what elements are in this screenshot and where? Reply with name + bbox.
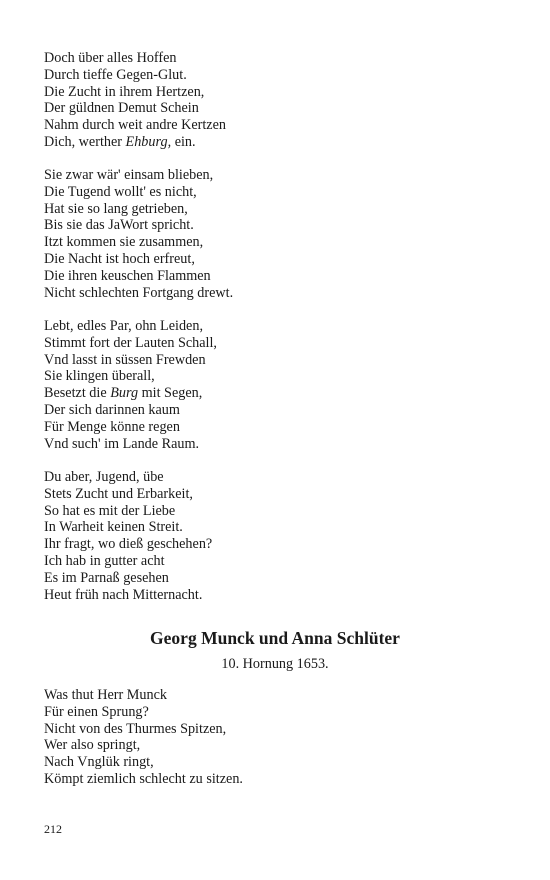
verse-line: So hat es mit der Liebe — [44, 502, 176, 519]
verse-line: Für einen Sprung? — [44, 703, 149, 720]
verse-line: Lebt, edles Par, ohn Leiden, — [44, 318, 203, 334]
verse-line: Durch tieffe Gegen-Glut. — [44, 66, 187, 83]
verse-line — [44, 385, 514, 402]
verse-text: ein. — [171, 133, 196, 150]
verse-line: Die ihren keuschen Flammen — [44, 267, 211, 284]
verse-line: In Warheit keinen Streit. — [44, 519, 183, 536]
verse-text: mit Segen, — [138, 385, 203, 402]
verse-line: Bis sie das JaWort spricht. — [44, 217, 194, 234]
verse-line: Was thut Herr Munck — [44, 687, 167, 703]
verse-line: Nahm durch weit andre Kertzen — [44, 117, 226, 134]
poem-stanza-1 — [44, 50, 514, 151]
verse-line: Hat sie so lang getrieben, — [44, 200, 188, 217]
verse-line: Ich hab in gutter acht — [44, 552, 165, 569]
verse-line: Nicht schlechten Fortgang drewt. — [44, 284, 234, 301]
verse-line: Die Zucht in ihrem Hertzen, — [44, 83, 205, 100]
verse-line: Die Tugend wollt' es nicht, — [44, 183, 197, 200]
verse-line: Stets Zucht und Erbarkeit, — [44, 485, 193, 502]
verse-line: Kömpt ziemlich schlecht zu sitzen. — [44, 770, 243, 787]
verse-line: Der güldnen Demut Schein — [44, 100, 199, 117]
verse-line: Die Nacht ist hoch erfreut, — [44, 250, 195, 267]
verse-text: Dich, werther — [44, 133, 126, 150]
verse-line: Für Menge könne regen — [44, 418, 180, 435]
verse-line: Itzt kommen sie zusammen, — [44, 234, 204, 251]
verse-emphasis: Ehburg, — [125, 133, 172, 150]
poem-date: 10. Hornung 1653. — [221, 656, 329, 672]
verse-line: Vnd lasst in süssen Frewden — [44, 351, 206, 368]
verse-emphasis: Burg — [110, 385, 139, 402]
poem-title: Georg Munck und Anna Schlüter — [150, 628, 400, 648]
poem2-stanza-1 — [44, 687, 514, 788]
verse-line: Der sich darinnen kaum — [44, 401, 180, 418]
page-number: 212 — [44, 822, 62, 836]
verse-line: Ihr fragt, wo dieß geschehen? — [44, 536, 213, 553]
verse-line: Sie zwar wär' einsam blieben, — [44, 167, 214, 183]
verse-line: Sie klingen überall, — [44, 368, 155, 385]
verse-line: Es im Parnaß gesehen — [44, 569, 169, 586]
verse-text: Besetzt die — [44, 385, 111, 402]
verse-line: Du aber, Jugend, übe — [44, 469, 164, 485]
verse-line: Wer also springt, — [44, 737, 141, 754]
verse-line — [44, 134, 514, 151]
verse-line: Vnd such' im Lande Raum. — [44, 435, 200, 452]
poem-stanza-4 — [44, 469, 514, 603]
verse-line: Nach Vnglük ringt, — [44, 754, 154, 771]
verse-line: Doch über alles Hoffen — [44, 50, 177, 66]
verse-line: Heut früh nach Mitternacht. — [44, 586, 203, 603]
poem-stanza-2 — [44, 167, 514, 301]
verse-line: Stimmt fort der Lauten Schall, — [44, 334, 217, 351]
verse-line: Nicht von des Thurmes Spitzen, — [44, 720, 227, 737]
poem-stanza-3 — [44, 318, 514, 452]
